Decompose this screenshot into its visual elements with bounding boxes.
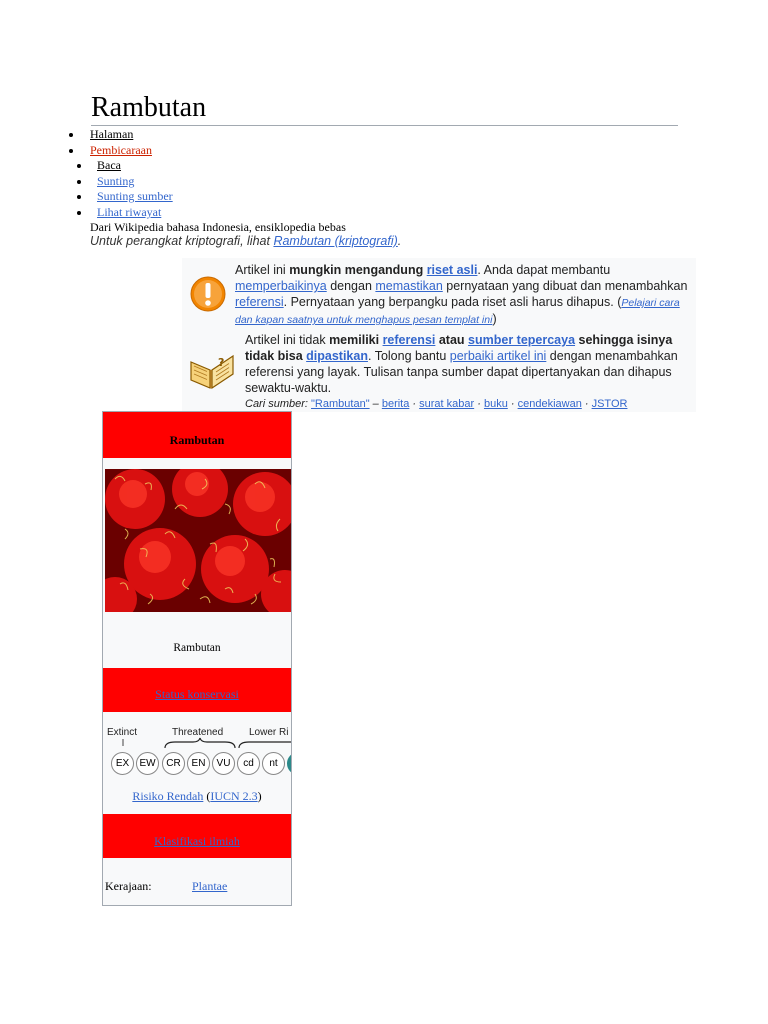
find-sources-sep: · — [409, 398, 420, 410]
conservation-risk-line — [103, 789, 291, 804]
notice2-bold: sehingga isinya tidak bisa — [245, 333, 673, 363]
find-sources-sep: · — [474, 398, 484, 410]
notice2-bold: memiliki — [329, 333, 383, 347]
link-memastikan[interactable]: memastikan — [375, 279, 443, 293]
status-code-selected-partial[interactable] — [287, 752, 292, 775]
svg-text:?: ? — [218, 356, 225, 369]
tab-sunting[interactable] — [97, 174, 173, 190]
notice-no-references — [245, 332, 685, 412]
link-referensi[interactable]: referensi — [235, 295, 284, 309]
tab-lihat-riwayat-link[interactable]: Lihat riwayat — [97, 204, 162, 219]
open-book-question-icon — [188, 348, 236, 390]
kingdom-value — [192, 879, 227, 894]
link-iucn[interactable]: IUCN 2.3 — [210, 789, 258, 803]
hatnote-link[interactable]: Rambutan (kriptografi) — [273, 234, 398, 248]
status-label-extinct: Extinct — [107, 727, 138, 738]
infobox-title: Rambutan — [103, 412, 291, 458]
tab-pembicaraan-link[interactable]: Pembicaraan — [90, 142, 152, 157]
link-referensi-bold[interactable]: referensi — [382, 333, 436, 347]
status-label-lower-risk: Lower Ri — [249, 727, 289, 738]
article-notices — [182, 258, 696, 412]
status-code[interactable]: nt — [262, 752, 285, 775]
link-risiko-rendah[interactable]: Risiko Rendah — [132, 789, 204, 803]
find-source-link-surat-kabar[interactable]: surat kabar — [419, 398, 475, 410]
notice1-bold: mungkin mengandung — [289, 263, 427, 277]
link-klasifikasi-ilmiah[interactable]: Klasifikasi ilmiah — [154, 834, 240, 848]
link-perbaiki-artikel[interactable]: perbaiki artikel ini — [449, 349, 547, 363]
tab-baca[interactable] — [97, 158, 173, 174]
find-sources-label: Cari sumber: — [245, 398, 312, 410]
find-source-link-rambutan[interactable]: "Rambutan" — [311, 398, 370, 410]
status-code[interactable]: VU — [212, 752, 235, 775]
notice-original-research — [235, 262, 695, 328]
notice2-text: . Tolong bantu — [367, 349, 450, 363]
tab-pembicaraan[interactable] — [90, 143, 152, 159]
link-dipastikan[interactable]: dipastikan — [306, 349, 368, 363]
tab-halaman[interactable] — [90, 127, 152, 143]
status-code[interactable]: cd — [237, 752, 260, 775]
hatnote-end: . — [397, 234, 402, 248]
status-code[interactable]: EN — [187, 752, 210, 775]
page-title: Rambutan — [91, 92, 207, 123]
find-sources-line — [245, 396, 685, 412]
find-sources-sep: · — [507, 398, 518, 410]
notice1-text: dengan — [326, 279, 376, 293]
notice1-text: . Pernyataan yang berpangku pada riset asli harus dihapus. ( — [283, 295, 622, 309]
tab-lihat-riwayat[interactable] — [97, 205, 173, 221]
tab-baca-link[interactable]: Baca — [97, 158, 121, 172]
status-group-brackets — [103, 737, 291, 751]
site-subtitle: Dari Wikipedia bahasa Indonesia, ensiklopedia bebas — [90, 220, 346, 234]
risk-paren: ( — [203, 789, 211, 803]
hatnote-text: Untuk perangkat kriptografi, lihat — [90, 234, 274, 248]
tab-halaman-link[interactable]: Halaman — [90, 127, 134, 141]
risk-paren: ) — [257, 789, 262, 803]
link-status-konservasi[interactable]: Status konservasi — [155, 687, 239, 701]
status-label-threatened: Threatened — [172, 727, 224, 738]
link-riset-asli[interactable]: riset asli — [426, 263, 478, 277]
conservation-status-scale[interactable] — [103, 725, 291, 785]
link-pelajari-hapus-templat[interactable]: Pelajari cara dan kapan saatnya untuk menghapus pesan templat ini — [235, 297, 680, 326]
namespace-tabs — [90, 127, 152, 158]
find-source-link-jstor[interactable]: JSTOR — [591, 398, 628, 410]
conservation-status-header — [103, 668, 291, 712]
hatnote — [90, 234, 401, 248]
find-source-link-berita[interactable]: berita — [381, 398, 410, 410]
scientific-classification-header — [103, 814, 291, 858]
tab-sunting-link[interactable]: Sunting — [97, 173, 135, 188]
view-tabs — [97, 158, 173, 220]
notice2-text: dengan menambahkan referensi yang layak. Tulisan tanpa sumber dapat dipertanyakan dan dihapus sewaktu-waktu. — [245, 349, 678, 395]
link-memperbaikinya[interactable]: memperbaikinya — [235, 279, 327, 293]
find-sources-sep: – — [369, 398, 382, 410]
notice1-text: pernyataan yang dibuat dan menambahkan — [442, 279, 688, 293]
notice2-bold: atau — [435, 333, 469, 347]
taxobox — [102, 411, 292, 906]
find-source-link-cendekiawan[interactable]: cendekiawan — [517, 398, 582, 410]
image-caption: Rambutan — [173, 642, 221, 654]
link-plantae[interactable]: Plantae — [192, 879, 228, 893]
status-code[interactable]: CR — [162, 752, 185, 775]
notice1-text: . Anda dapat membantu — [477, 263, 611, 277]
notice2-text: Artikel ini tidak — [245, 333, 330, 347]
rambutan-photo[interactable] — [105, 469, 291, 612]
kingdom-label: Kerajaan: — [105, 879, 152, 893]
title-divider — [91, 125, 678, 126]
status-code[interactable]: EX — [111, 752, 134, 775]
tab-sunting-sumber-link[interactable]: Sunting sumber — [97, 189, 173, 204]
link-sumber-tepercaya[interactable]: sumber tepercaya — [468, 333, 576, 347]
tab-sunting-sumber[interactable] — [97, 189, 173, 205]
find-source-link-buku[interactable]: buku — [483, 398, 508, 410]
notice1-text: Artikel ini — [235, 263, 290, 277]
warning-exclamation-icon — [190, 276, 226, 312]
status-code[interactable]: EW — [136, 752, 159, 775]
find-sources-sep: · — [581, 398, 592, 410]
notice1-text: ) — [492, 312, 497, 326]
